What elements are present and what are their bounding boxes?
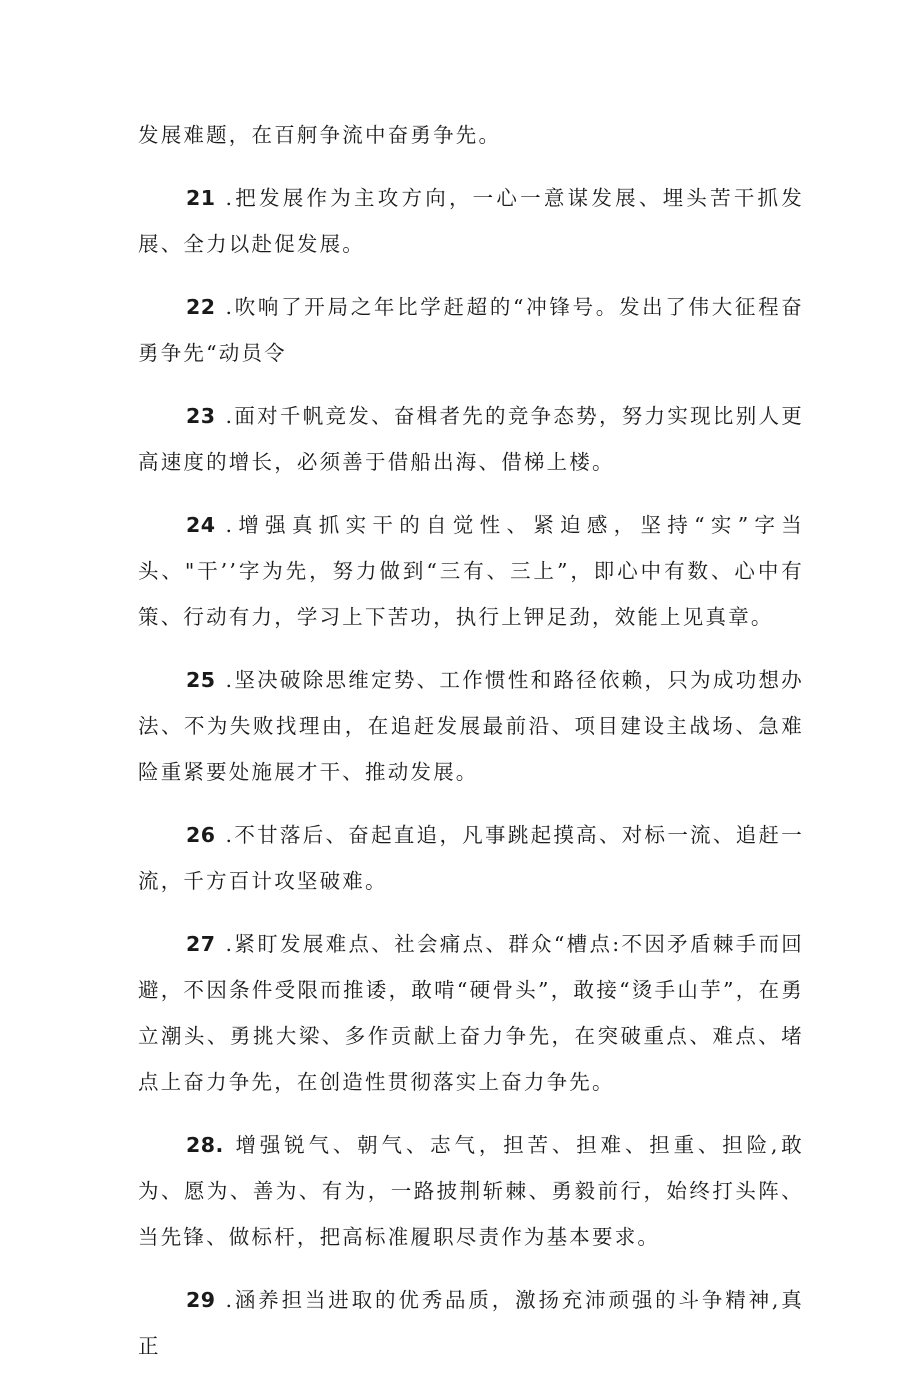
item-text: .坚决破除思维定势、工作惯性和路径依赖，只为成功想办法、不为失败找理由，在追赶发展最前沿、项目建设主战场、急难险重紧要处施展才干、推动发展。	[138, 668, 804, 784]
item-text: 增强锐气、朝气、志气，担苦、担难、担重、担险,敢为、愿为、善为、有为，一路披荆斩棘、勇毅前行，始终打头阵、当先锋、做标杆，把高标准履职尽责作为基本要求。	[138, 1133, 804, 1249]
list-item-21	[138, 175, 804, 267]
item-text: .把发展作为主攻方向，一心一意谋发展、埋头苦干抓发展、全力以赴促发展。	[138, 186, 804, 256]
item-number: 26	[186, 823, 216, 847]
item-text: .面对千帆竞发、奋楫者先的竞争态势，努力实现比别人更高速度的增长，必须善于借船出海、借梯上楼。	[138, 404, 804, 474]
list-item-28	[138, 1122, 804, 1260]
item-number: 23	[186, 404, 216, 428]
item-number: 29	[186, 1288, 216, 1312]
list-item-23	[138, 393, 804, 485]
list-item-26	[138, 812, 804, 904]
list-item-29	[138, 1277, 804, 1369]
document-body	[138, 112, 804, 1386]
list-item-24	[138, 502, 804, 640]
list-item-27	[138, 921, 804, 1105]
item-number: 25	[186, 668, 216, 692]
item-number: 21	[186, 186, 216, 210]
item-text: .吹响了开局之年比学赶超的“冲锋号。发出了伟大征程奋勇争先“动员令	[138, 295, 804, 365]
item-number: 24	[186, 513, 216, 537]
list-item-22	[138, 284, 804, 376]
item-text: .增强真抓实干的自觉性、紧迫感，坚持“实”字当头、"干’’字为先，努力做到“三有、三上”，即心中有数、心中有策、行动有力，学习上下苦功，执行上钾足劲，效能上见真章。	[138, 513, 804, 629]
item-text: .紧盯发展难点、社会痛点、群众“槽点:不因矛盾棘手而回避，不因条件受限而推诿，敢啃“硬骨头”，敢接“烫手山芋”，在勇立潮头、勇挑大梁、多作贡献上奋力争先，在突破重点、难点、堵点上奋力争先，在创造性贯彻落实上奋力争先。	[138, 932, 804, 1094]
item-number: 28.	[186, 1133, 224, 1157]
item-text: .涵养担当进取的优秀品质，激扬充沛顽强的斗争精神,真正	[138, 1288, 804, 1358]
list-item-25	[138, 657, 804, 795]
item-number: 22	[186, 295, 216, 319]
item-text: .不甘落后、奋起直追，凡事跳起摸高、对标一流、追赶一流，千方百计攻坚破难。	[138, 823, 804, 893]
item-number: 27	[186, 932, 216, 956]
continued-paragraph: 发展难题，在百舸争流中奋勇争先。	[138, 123, 502, 147]
